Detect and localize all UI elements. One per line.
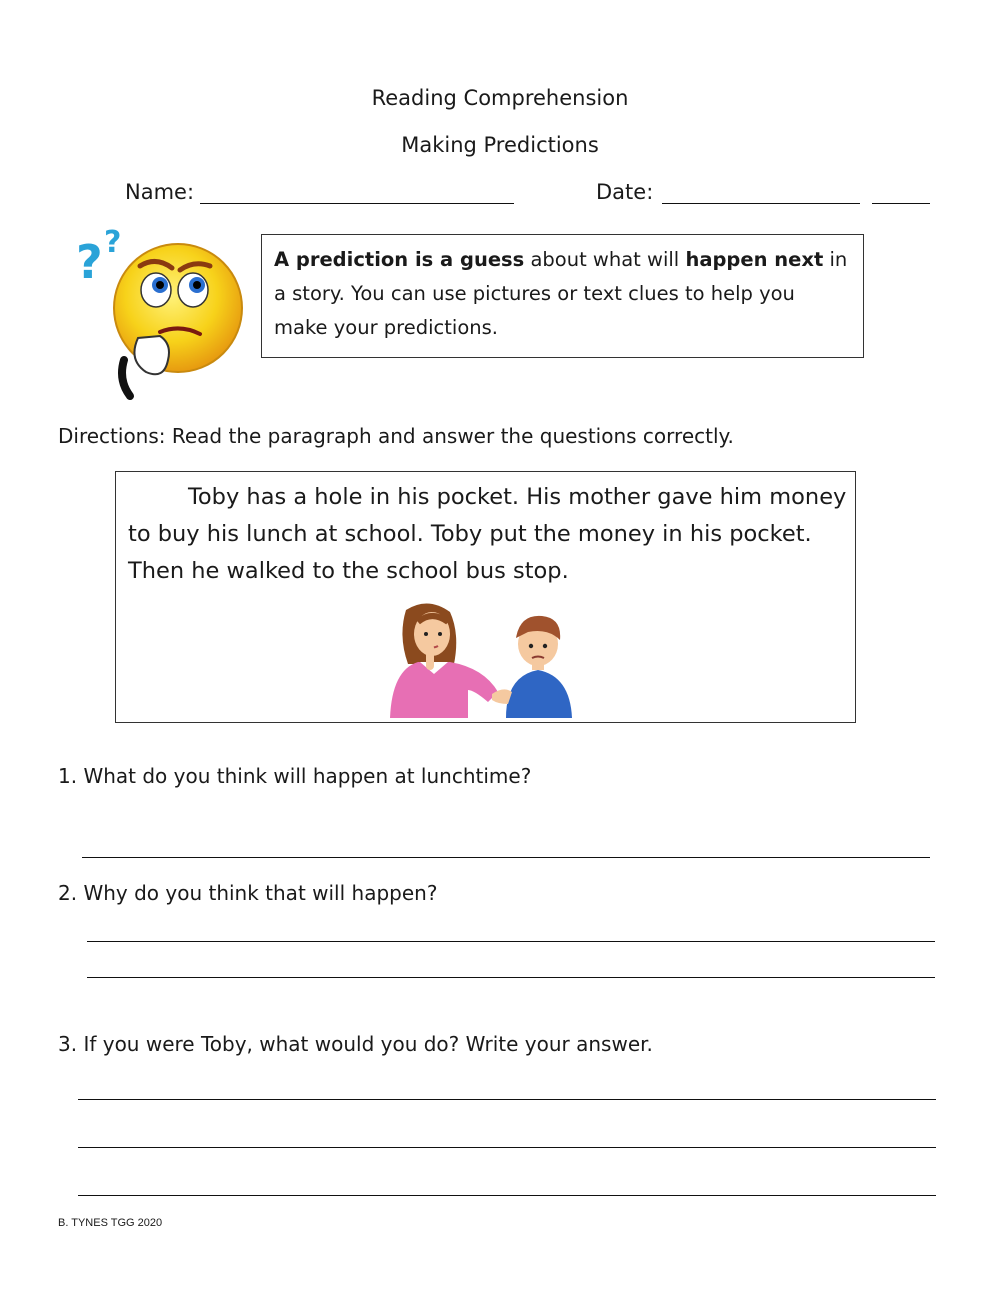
worksheet-subtitle: Making Predictions xyxy=(401,133,599,157)
story-box xyxy=(115,471,856,723)
definition-bold-1: A prediction is a guess xyxy=(274,248,525,271)
definition-text-1: about what will xyxy=(524,248,686,271)
directions-text: Directions: Read the paragraph and answer the questions correctly. xyxy=(58,424,734,448)
answer-line-3c[interactable] xyxy=(78,1195,936,1196)
mother-and-son-illustration xyxy=(388,600,598,718)
footer-credit: B. TYNES TGG 2020 xyxy=(58,1217,163,1229)
date-blank[interactable] xyxy=(662,203,860,204)
svg-text:?: ? xyxy=(104,225,122,260)
question-1: 1. What do you think will happen at lunchtime? xyxy=(58,764,532,788)
answer-line-2b[interactable] xyxy=(87,977,935,978)
answer-line-3a[interactable] xyxy=(78,1099,936,1100)
definition-bold-2: happen next xyxy=(685,248,824,271)
answer-line-2a[interactable] xyxy=(87,941,935,942)
story-line-2: to buy his lunch at school. Toby put the money in his pocket. xyxy=(128,521,812,547)
definition-box xyxy=(261,234,864,358)
story-line-1: Toby has a hole in his pocket. His mother gave him money xyxy=(188,484,847,510)
name-label: Name: xyxy=(125,180,195,204)
story-line-3: Then he walked to the school bus stop. xyxy=(128,558,569,584)
worksheet-title: Reading Comprehension xyxy=(371,86,629,110)
question-3: 3. If you were Toby, what would you do? Write your answer. xyxy=(58,1032,653,1056)
answer-line-3b[interactable] xyxy=(78,1147,936,1148)
definition-text-2: in a story. You can use pictures or text clues to help you make your predictions. xyxy=(274,248,848,339)
answer-line-1[interactable] xyxy=(82,857,930,858)
date-label: Date: xyxy=(596,180,654,204)
question-2: 2. Why do you think that will happen? xyxy=(58,881,438,905)
date-blank-extra[interactable] xyxy=(872,203,930,204)
name-blank[interactable] xyxy=(200,203,514,204)
svg-text:?: ? xyxy=(76,235,103,289)
thinking-face-icon xyxy=(68,220,248,400)
